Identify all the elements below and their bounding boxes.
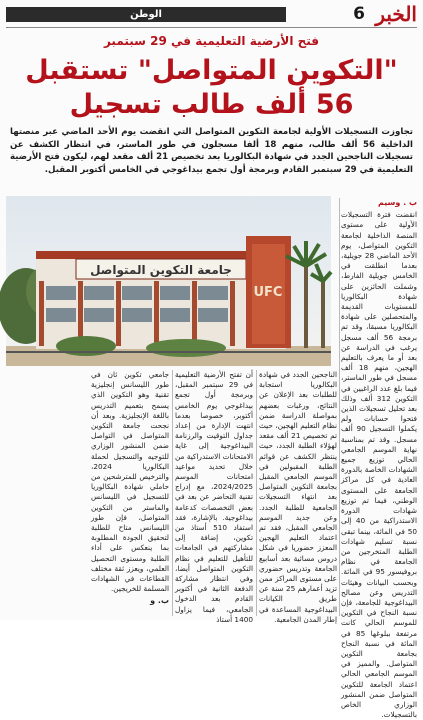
column-divider [172,370,173,616]
column-2-text: الناجحين الجدد في شهادة البكالوريا استجابة للطلبات بعد الإعلان عن النتائج، ورغبات بعضهم بمواصلة الدراسة ضمن نظام التعليم الهجين، حيث تم تخصيص 21 ألف مقعد لهؤلاء الطلبة الجدد، حيث ينتظر الكشف عن قوائم الطلبة المقبولين في الموسم الجامعي المقبل بجامعة التكوين المتواصل بعد انتهاء التسجيلات الجامعية للطلبة الجدد. وعن جديد الموسم الجامعي المقبل، فقد تم اعتماد التعليم الهجين المعزز حضوريا في شكل دروس مسائية بعد أسابيع الجامعة وتدريس حضوري على مستوى المراكز ممن تزيد أعمارهم 25 سنة عن طريق الكيانات البيداغوجية المساعدة في إطار المدن الجامعية. [259,370,337,624]
building-illustration [6,196,331,366]
article-column-1 [341,198,418,720]
header-divider [6,27,417,28]
article-column-4 [91,370,169,616]
page-number: 6 [353,4,365,24]
building-photo [6,196,331,366]
article-column-3 [175,370,254,624]
article-lead: تجاوزت التسجيلات الأولية لجامعة التكوين المتواصل التي انقضت يوم الأحد الماضي عبر منصتها الداخلية 56 ألف طالب، منهم 18 ألفا مسجلون في طور الماستر، في انتظار الكشف عن تسجيلات الناجحين الجدد في شهادة البكالوريا بعد تخصيص 21 ألف مقعد لهم، ليكون فتح الأرضية التعليمية في 29 سبتمبر القادم وبرمجة أول تجمع بيداغوجي في الخامس أكتوبر المقبل. [10,127,413,175]
article-column-2 [259,370,337,624]
page-header [0,0,423,28]
tower-letters: UFC [253,285,283,300]
article-byline: ب . وسيم [377,198,417,207]
column-1-text: انقضت فترة التسجيلات الأولية على مستوى المنصة الداخلية لجامعة التكوين المتواصل، يوم الأحد الماضي 28 جويلية، بعدما انطلقت في الخامس جويلية الفارط، وشملت الحائزين على شهادة البكالوريا للمستويات القديمة والمتحصلين على شهادة البكالوريا مسبقا، وقد تم برمجة 56 ألف مسجل يرغب في الدراسة عن بعد أو ما يعرف بالتعليم الهجين، منهم 18 ألف مسجل في طور الماستر، فيما بلغ عدد الراغبين في التكوين 312 ألف وذلك بعد تحليل تسجيلات الذين فتحوا حسابات ولم يكملوا التسجيل 90 ألف مسجل. وقد تم بمناسبة نهاية الموسم الجامعي الحالي توزيع جميع الشهادات الخاصة بالدورة العادية في كل مراكز الجامعة على المستوى الوطني، فيما تم توزيع شهادات الدورة الاستدراكية من 40 إلى 50 في المائة، بينما تبقى نسبة تسليم شهادات الطلبة المتخرجين من الجامعة في نظام بروفيسور 95 في المائة. وبحسب البيانات وهيئات التدريس وعن مصالح البيداغوجية للجامعة، فإن نسبة النجاح في التكوين للموسم الحالي كانت مرتفعة ببلوغها 85 في المائة في نسبة النجاح بجامعة التكوين المتواصل. والمميز في الموسم الجامعي الحالي اعتماد الجامعة للتكوين المتواصل ضمن المنشور الوزاري الخاص بالتسجيلات. [341,210,418,720]
column-divider [256,370,257,616]
headline-line-1: "التكوين المتواصل" تستقبل [25,55,398,86]
column-divider [339,198,340,616]
article-kicker: فتح الأرضية التعليمية في 29 سبتمبر [103,34,320,48]
column-4-text: جامعي تكوين ثان في طور الليسانس إنجليزية تقنية وهو التكوين الذي يسمح بتعميم التدريس باللغة الإنجليزية. وبعد أن نجحت جامعة التكوين المتواصل في التواصل ضمن المنشور الوزاري للتوجيه والتسجيل لحملة البكالوريا 2024، والترخيص للمترشحين من حاملي شهادة البكالوريا للتسجيل في الليسانس والماستر من التكوين المتواصل، فإن طور الليسانس متاح للطلبة لتحقيق الجودة المطلوبة بما ينعكس على أداء الطلبة ومستوى التحصيل العلمي، ويعزز ثقة مختلف القطاعات في الشهادات المسلمة للخريجين. [91,370,169,594]
headline-line-2: 56 ألف طالب تسجيل [69,89,354,120]
section-label: الوطن [6,7,286,22]
building-sign-text: جامعة التكوين المتواصل [90,263,232,277]
column-3-text: أن تفتح الأرضية التعليمية في 29 سبتمبر المقبل، وبرمجة أول تجمع بيداغوجي يوم الخامس أكتوبر، خصوصا بعدما انتهت الإدارة من إعداد جداول التوقيت والرزنامة البيداغوجية إلى غاية الامتحانات الاستدراكية من خلال تحديد مواعيد امتحانات الموسم 2024/2025، مع إدراج تقنية التحاضر عن بعد في بعض التخصصات كدعامة بيداغوجية. بالإشارة، فقد استفاد 510 أستاذ من تكوين، إضافة إلى مشاركتهم في الجامعات للتأهيل للتعليم في نظام التكوين المتواصل أيضا، وفي انتظار مشاركة الدفعة الثانية في أكتوبر القادم بعد الدخول الجامعي، فيما يزاول 1400 أستاذ [175,370,254,624]
article-signature: ب. و [150,596,169,606]
article-headline [10,54,413,122]
newspaper-logo: الخبر [375,2,417,26]
